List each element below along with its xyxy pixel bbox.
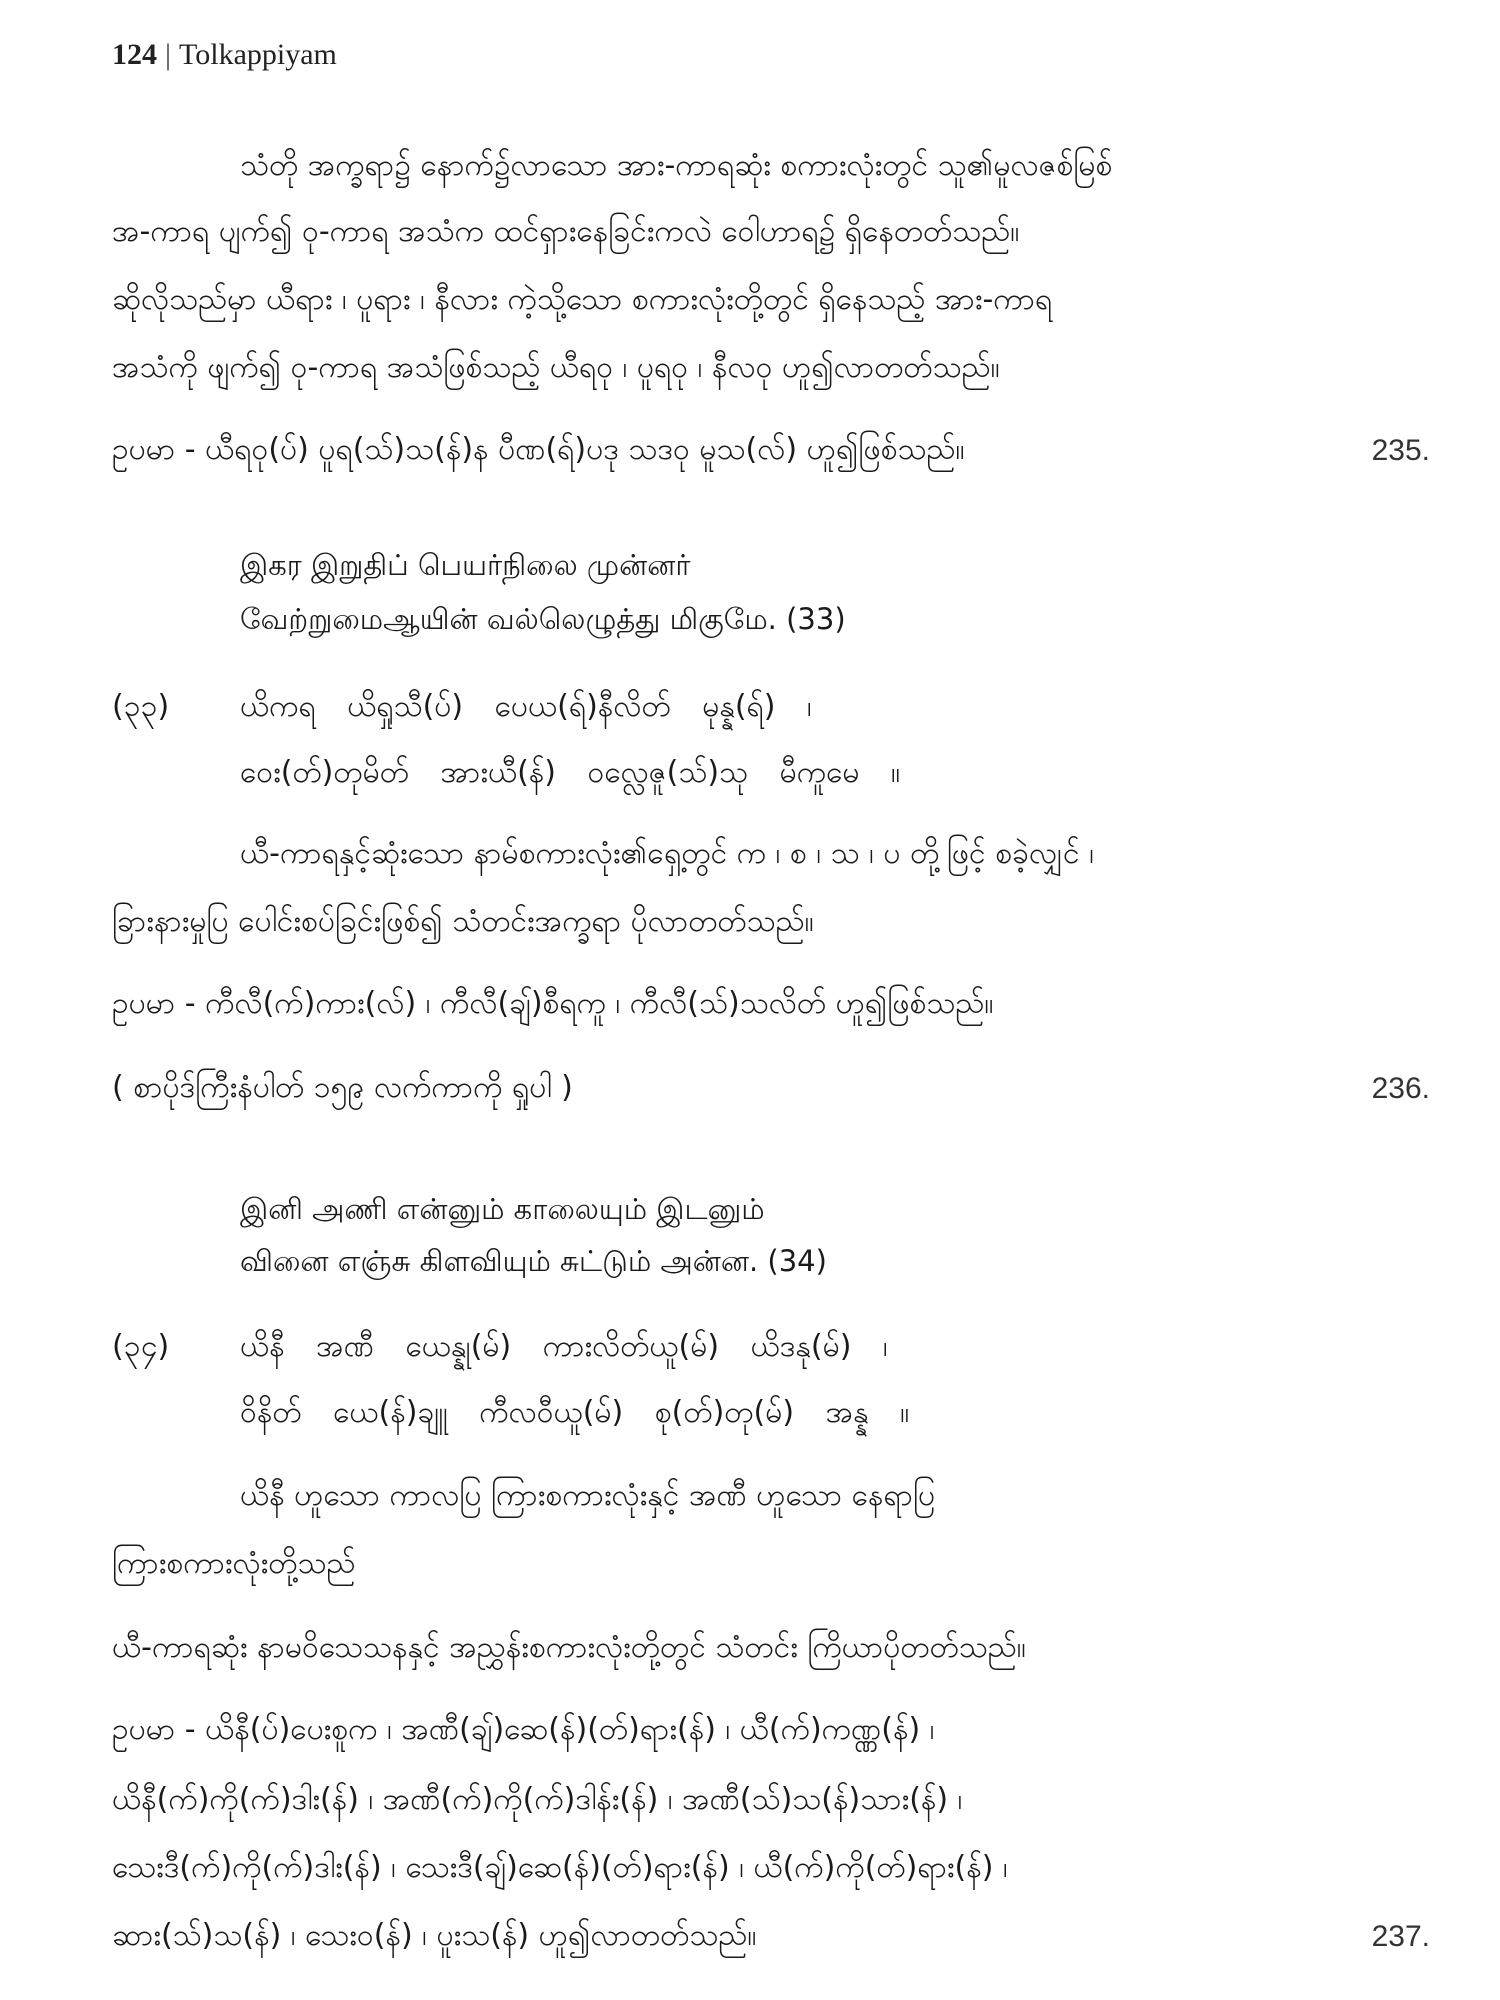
example-line: သေးဒီ(က်)ကို(က်)ဒါး(န်) ၊ သေးဒီ(ချ်)ဆေ(န်)(တ်)ရား(န်) ၊ ယီ(က်)ကို(တ်)ရား(န်) ၊: [112, 1850, 1008, 1885]
tamil-verse-line: வினை எஞ்சு கிளவியும் சுட்டும் அன்ன. (34): [240, 1244, 827, 1278]
book-title: Tolkappiyam: [179, 38, 337, 71]
example-line: ဆား(သ်)သ(န်) ၊ သေးဝ(န်) ၊ ပူးသ(န်) ဟူ၍လာတတ်သည်။: [112, 1918, 757, 1953]
paragraph-line: သံတို အက္ခရာ၌ နောက်၌လာသော အား-ကာရဆုံး စကားလုံးတွင် သူ၏မူလဇစ်မြစ်: [240, 148, 1113, 183]
page-number: 124: [112, 38, 157, 71]
paragraph-line: ခြားနားမှုပြ ပေါင်းစပ်ခြင်းဖြစ်၍ သံတင်းအက္ခရာ ပိုလာတတ်သည်။: [112, 904, 814, 939]
paragraph-line: အ-ကာရ ပျက်၍ ဝု-ကာရ အသံက ထင်ရှားနေခြင်းကလဲ ဝေါဟာရ၌ ရှိနေတတ်သည်။: [112, 214, 1020, 249]
paragraph-line: ယီ-ကာရဆုံး နာမဝိသေသနနှင့် အညွှန်းစကားလုံးတို့တွင် သံတင်း ကြိယာပိုတတ်သည်။: [112, 1630, 1026, 1665]
tamil-verse-line: இகர இறுதிப் பெயர்நிலை முன்னர்: [240, 548, 691, 582]
paragraph-line: ဆိုလိုသည်မှာ ယီရား ၊ ပူရား ၊ နီလား ကဲ့သို့သော စကားလုံးတို့တွင် ရှိနေသည့် အား-ကာရ: [112, 282, 1053, 317]
transliterated-verse-line: ယိနီ အဏီ ယေန္နု(မ်) ကားလိတ်ယူ(မ်) ယိဒနု(မ်) ၊: [240, 1329, 888, 1364]
verse-number: (၃၄): [112, 1329, 170, 1364]
paragraph-line: ယိနီ ဟူသော ကာလပြ ကြားစကားလုံးနှင့် အဏီ ဟူသော နေရာပြ: [240, 1478, 936, 1513]
transliterated-verse-line: ဝေး(တ်)တုမိတ် အားယီ(န်) ဝလ္လေဇူ(သ်)သု မီကူမေ ။: [240, 755, 901, 790]
transliterated-verse-line: ယိကရ ယိရှုသီ(ပ်) ပေယ(ရ်)နီလိတ် မုန္န(ရ်) ၊: [240, 689, 812, 724]
sutra-number: 235.: [1371, 434, 1430, 467]
example-line: ဥပမာ - ကီလီ(က်)ကား(လ်) ၊ ကီလီ(ချ်)စီရကူ ၊ ကီလီ(သ်)သလိတ် ဟူ၍ဖြစ်သည်။: [112, 986, 994, 1021]
paragraph-line: အသံကို ဖျက်၍ ဝု-ကာရ အသံဖြစ်သည့် ယီရဝု ၊ ပူရဝု ၊ နီလဝု ဟူ၍လာတတ်သည်။: [112, 350, 1000, 385]
paragraph-line: ယီ-ကာရနှင့်ဆုံးသော နာမ်စကားလုံး၏ရှေ့တွင် က ၊ စ ၊ သ ၊ ပ တို့ဖြင့် စခဲ့လျှင် ၊: [240, 836, 1094, 871]
header-separator: |: [165, 38, 172, 71]
tamil-verse-line: இனி அணி என்னும் காலையும் இடனும்: [240, 1192, 765, 1226]
verse-number: (၃၃): [112, 689, 170, 724]
example-line: ဥပမာ - ယီရဝု(ပ်) ပူရ(သ်)သ(န်)န ပီဏ(ရ်)ပဒု သဒဝု မူသ(လ်) ဟူ၍ဖြစ်သည်။: [112, 432, 965, 467]
sutra-number: 236.: [1371, 1072, 1430, 1105]
example-line: ဥပမာ - ယိနီ(ပ်)ပေးစူက ၊ အဏီ(ချ်)ဆေ(န်)(တ်)ရား(န်) ၊ ယီ(က်)ကဏ္ဏ(န်) ၊: [112, 1712, 935, 1747]
tamil-verse-line: வேற்றுமைஆயின் வல்லெழுத்து மிகுமே. (33): [240, 602, 846, 636]
sutra-number: 237.: [1371, 1920, 1430, 1953]
paragraph-line: ကြားစကားလုံးတို့သည်: [112, 1546, 356, 1581]
transliterated-verse-line: ဝိနိတ် ယေ(န်)ချူ ကီလဝီယူ(မ်) စု(တ်)တု(မ်) အန္န ။: [240, 1395, 910, 1430]
reference-note: ( စာပိုဒ်ကြီးနံပါတ် ၁၅၉ လက်ကာကို ရှုပါ ): [112, 1070, 573, 1105]
page-header: [112, 38, 337, 72]
example-line: ယိနီ(က်)ကို(က်)ဒါး(န်) ၊ အဏီ(က်)ကို(က်)ဒါန်း(န်) ၊ အဏီ(သ်)သ(န်)သား(န်) ၊: [112, 1782, 963, 1817]
